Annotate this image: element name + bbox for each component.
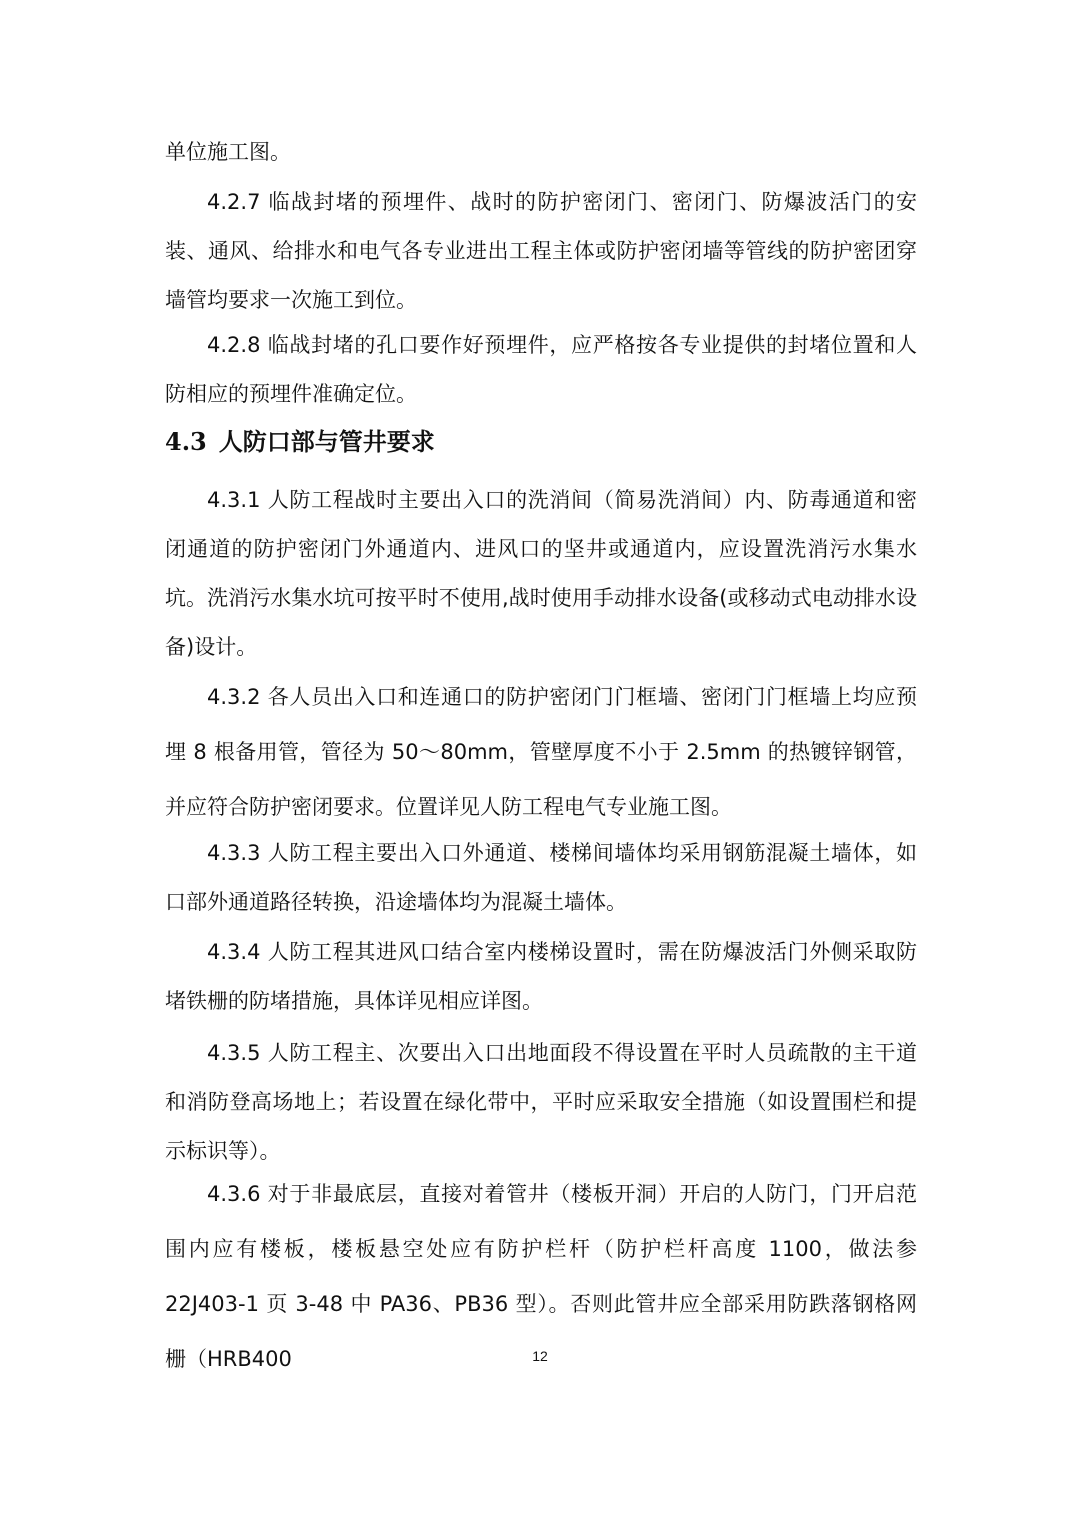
paragraph-4-3-4: 4.3.4 人防工程其进风口结合室内楼梯设置时，需在防爆波活门外侧采取防堵铁栅的防堵措施，具体详见相应详图。	[165, 940, 917, 1013]
paragraph-4-2-8: 4.2.8 临战封堵的孔口要作好预埋件，应严格按各专业提供的封堵位置和人防相应的预埋件准确定位。	[165, 333, 917, 406]
paragraph-4-3-1: 4.3.1 人防工程战时主要出入口的洗消间（简易洗消间）内、防毒通道和密闭通道的防护密闭门外通道内、进风口的坚井或通道内，应设置洗消污水集水坑。洗消污水集水坑可按平时不使用,战时使用手动排水设备(或移动式电动排水设备)设计。	[165, 488, 917, 659]
paragraph-4-3-3: 4.3.3 人防工程主要出入口外通道、楼梯间墙体均采用钢筋混凝土墙体，如口部外通道路径转换，沿途墙体均为混凝土墙体。	[165, 841, 917, 914]
paragraph-4-3-2: 4.3.2 各人员出入口和连通口的防护密闭门门框墙、密闭门门框墙上均应预埋 8 根备用管，管径为 50～80mm，管壁厚度不小于 2.5mm 的热镀锌钢管，并应符合防护密闭要求。位置详见人防工程电气专业施工图。	[165, 685, 917, 819]
page-number: 12	[532, 1348, 548, 1364]
paragraph-4-3-6: 4.3.6 对于非最底层，直接对着管井（楼板开洞）开启的人防门，门开启范围内应有楼板，楼板悬空处应有防护栏杆（防护栏杆高度 1100，做法参 22J403-1 页 3-48 中 PA36、PB36 型）。否则此管井应全部采用防跌落钢格网栅（HRB400	[165, 1182, 917, 1371]
section-heading	[165, 420, 435, 464]
section-number: 4.3	[165, 427, 207, 456]
paragraph-continuation: 单位施工图。	[165, 140, 291, 164]
section-title: 人防口部与管井要求	[218, 428, 435, 456]
paragraph-4-2-7: 4.2.7 临战封堵的预埋件、战时的防护密闭门、密闭门、防爆波活门的安装、通风、给排水和电气各专业进出工程主体或防护密闭墙等管线的防护密团穿墙管均要求一次施工到位。	[165, 190, 917, 312]
paragraph-4-3-5: 4.3.5 人防工程主、次要出入口出地面段不得设置在平时人员疏散的主干道和消防登高场地上；若设置在绿化带中，平时应采取安全措施（如设置围栏和提示标识等）。	[165, 1041, 917, 1163]
